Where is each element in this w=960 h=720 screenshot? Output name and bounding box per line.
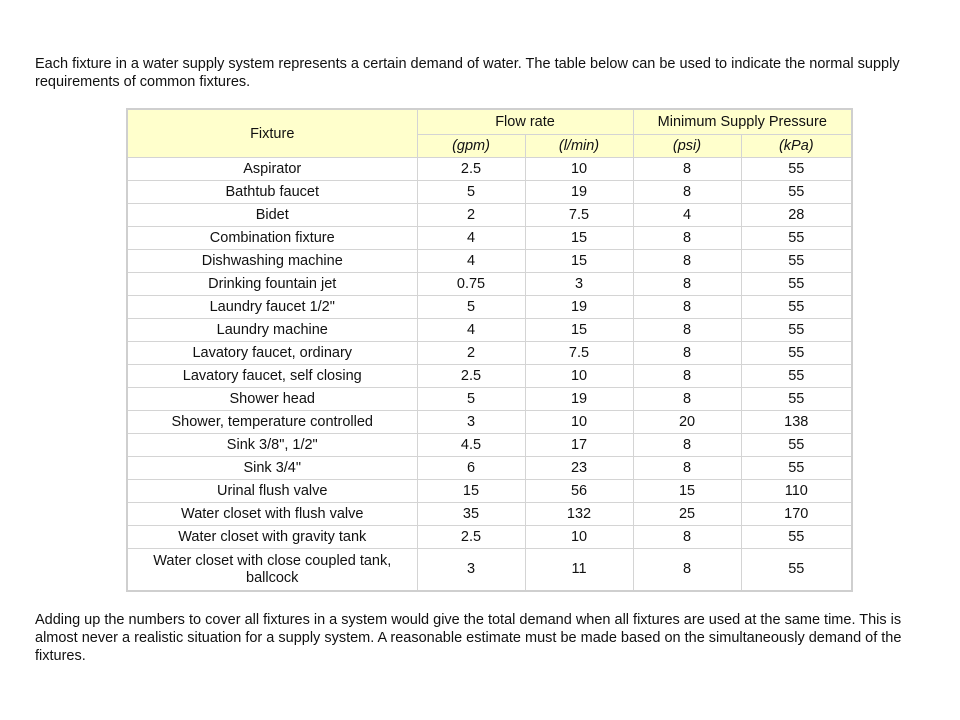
kpa-cell: 138 <box>741 411 852 434</box>
header-flow-rate: Flow rate <box>417 109 633 135</box>
gpm-cell: 5 <box>417 296 525 319</box>
fixture-name-cell: Water closet with close coupled tank, ballcock <box>127 549 417 592</box>
lmin-cell: 7.5 <box>525 342 633 365</box>
table-row <box>127 365 852 388</box>
lmin-cell: 7.5 <box>525 204 633 227</box>
outro-paragraph: Adding up the numbers to cover all fixtures in a system would give the total demand when all fixtures are used at the same time. This is almost never a realistic situation for a supply system. A reasonable estimate must be made based on the simultaneously demand of the fixtures. <box>35 612 902 664</box>
lmin-cell: 56 <box>525 480 633 503</box>
psi-cell: 8 <box>633 526 741 549</box>
kpa-cell: 55 <box>741 181 852 204</box>
psi-cell: 8 <box>633 319 741 342</box>
fixture-name-cell: Shower head <box>127 388 417 411</box>
lmin-cell: 10 <box>525 158 633 181</box>
lmin-cell: 19 <box>525 296 633 319</box>
gpm-cell: 2.5 <box>417 158 525 181</box>
kpa-cell: 55 <box>741 227 852 250</box>
gpm-cell: 4 <box>417 250 525 273</box>
table-row <box>127 434 852 457</box>
psi-cell: 8 <box>633 227 741 250</box>
gpm-cell: 5 <box>417 181 525 204</box>
table-row <box>127 411 852 434</box>
psi-cell: 25 <box>633 503 741 526</box>
gpm-cell: 5 <box>417 388 525 411</box>
psi-cell: 8 <box>633 388 741 411</box>
gpm-cell: 4 <box>417 319 525 342</box>
kpa-cell: 55 <box>741 342 852 365</box>
header-gpm: (gpm) <box>417 135 525 158</box>
kpa-cell: 55 <box>741 365 852 388</box>
gpm-cell: 4 <box>417 227 525 250</box>
table-row <box>127 526 852 549</box>
kpa-cell: 110 <box>741 480 852 503</box>
kpa-cell: 55 <box>741 158 852 181</box>
table-row <box>127 342 852 365</box>
gpm-cell: 6 <box>417 457 525 480</box>
gpm-cell: 4.5 <box>417 434 525 457</box>
fixture-name-cell: Combination fixture <box>127 227 417 250</box>
kpa-cell: 55 <box>741 526 852 549</box>
gpm-cell: 0.75 <box>417 273 525 296</box>
gpm-cell: 2.5 <box>417 526 525 549</box>
psi-cell: 8 <box>633 342 741 365</box>
psi-cell: 8 <box>633 549 741 592</box>
fixture-name-cell: Lavatory faucet, ordinary <box>127 342 417 365</box>
kpa-cell: 55 <box>741 250 852 273</box>
lmin-cell: 3 <box>525 273 633 296</box>
fixture-name-cell: Aspirator <box>127 158 417 181</box>
lmin-cell: 19 <box>525 181 633 204</box>
psi-cell: 15 <box>633 480 741 503</box>
lmin-cell: 10 <box>525 365 633 388</box>
fixture-demand-table <box>126 108 853 592</box>
fixture-name-cell: Dishwashing machine <box>127 250 417 273</box>
header-kpa: (kPa) <box>741 135 852 158</box>
table-row <box>127 181 852 204</box>
psi-cell: 8 <box>633 158 741 181</box>
gpm-cell: 2.5 <box>417 365 525 388</box>
kpa-cell: 55 <box>741 434 852 457</box>
kpa-cell: 170 <box>741 503 852 526</box>
table-row <box>127 480 852 503</box>
table-row <box>127 273 852 296</box>
table-row <box>127 319 852 342</box>
fixture-name-cell: Bidet <box>127 204 417 227</box>
kpa-cell: 55 <box>741 273 852 296</box>
psi-cell: 8 <box>633 365 741 388</box>
table-row <box>127 457 852 480</box>
lmin-cell: 15 <box>525 227 633 250</box>
psi-cell: 8 <box>633 296 741 319</box>
table-row <box>127 388 852 411</box>
lmin-cell: 17 <box>525 434 633 457</box>
lmin-cell: 23 <box>525 457 633 480</box>
table-row <box>127 204 852 227</box>
header-min-supply-pressure: Minimum Supply Pressure <box>633 109 852 135</box>
table-row <box>127 503 852 526</box>
table-row <box>127 549 852 592</box>
kpa-cell: 55 <box>741 388 852 411</box>
psi-cell: 8 <box>633 250 741 273</box>
fixture-name-cell: Drinking fountain jet <box>127 273 417 296</box>
fixture-name-cell: Urinal flush valve <box>127 480 417 503</box>
kpa-cell: 55 <box>741 296 852 319</box>
kpa-cell: 55 <box>741 319 852 342</box>
lmin-cell: 10 <box>525 411 633 434</box>
fixture-name-cell: Laundry faucet 1/2" <box>127 296 417 319</box>
fixture-name-cell: Shower, temperature controlled <box>127 411 417 434</box>
lmin-cell: 11 <box>525 549 633 592</box>
psi-cell: 8 <box>633 457 741 480</box>
fixture-name-cell: Sink 3/4" <box>127 457 417 480</box>
gpm-cell: 2 <box>417 204 525 227</box>
table-row <box>127 296 852 319</box>
psi-cell: 8 <box>633 434 741 457</box>
header-psi: (psi) <box>633 135 741 158</box>
fixture-name-cell: Bathtub faucet <box>127 181 417 204</box>
lmin-cell: 15 <box>525 250 633 273</box>
header-lmin: (l/min) <box>525 135 633 158</box>
fixture-name-cell: Laundry machine <box>127 319 417 342</box>
header-fixture: Fixture <box>127 109 417 158</box>
gpm-cell: 3 <box>417 549 525 592</box>
kpa-cell: 28 <box>741 204 852 227</box>
gpm-cell: 15 <box>417 480 525 503</box>
psi-cell: 8 <box>633 181 741 204</box>
table-row <box>127 158 852 181</box>
intro-paragraph: Each fixture in a water supply system represents a certain demand of water. The table below can be used to indicate the normal supply requirements of common fixtures. <box>35 56 900 90</box>
psi-cell: 8 <box>633 273 741 296</box>
fixture-name-cell: Water closet with flush valve <box>127 503 417 526</box>
kpa-cell: 55 <box>741 457 852 480</box>
table-row <box>127 250 852 273</box>
gpm-cell: 35 <box>417 503 525 526</box>
fixture-name-cell: Lavatory faucet, self closing <box>127 365 417 388</box>
lmin-cell: 19 <box>525 388 633 411</box>
psi-cell: 4 <box>633 204 741 227</box>
psi-cell: 20 <box>633 411 741 434</box>
lmin-cell: 10 <box>525 526 633 549</box>
gpm-cell: 3 <box>417 411 525 434</box>
fixture-name-cell: Water closet with gravity tank <box>127 526 417 549</box>
kpa-cell: 55 <box>741 549 852 592</box>
table-row <box>127 227 852 250</box>
gpm-cell: 2 <box>417 342 525 365</box>
fixture-name-cell: Sink 3/8", 1/2" <box>127 434 417 457</box>
lmin-cell: 132 <box>525 503 633 526</box>
lmin-cell: 15 <box>525 319 633 342</box>
